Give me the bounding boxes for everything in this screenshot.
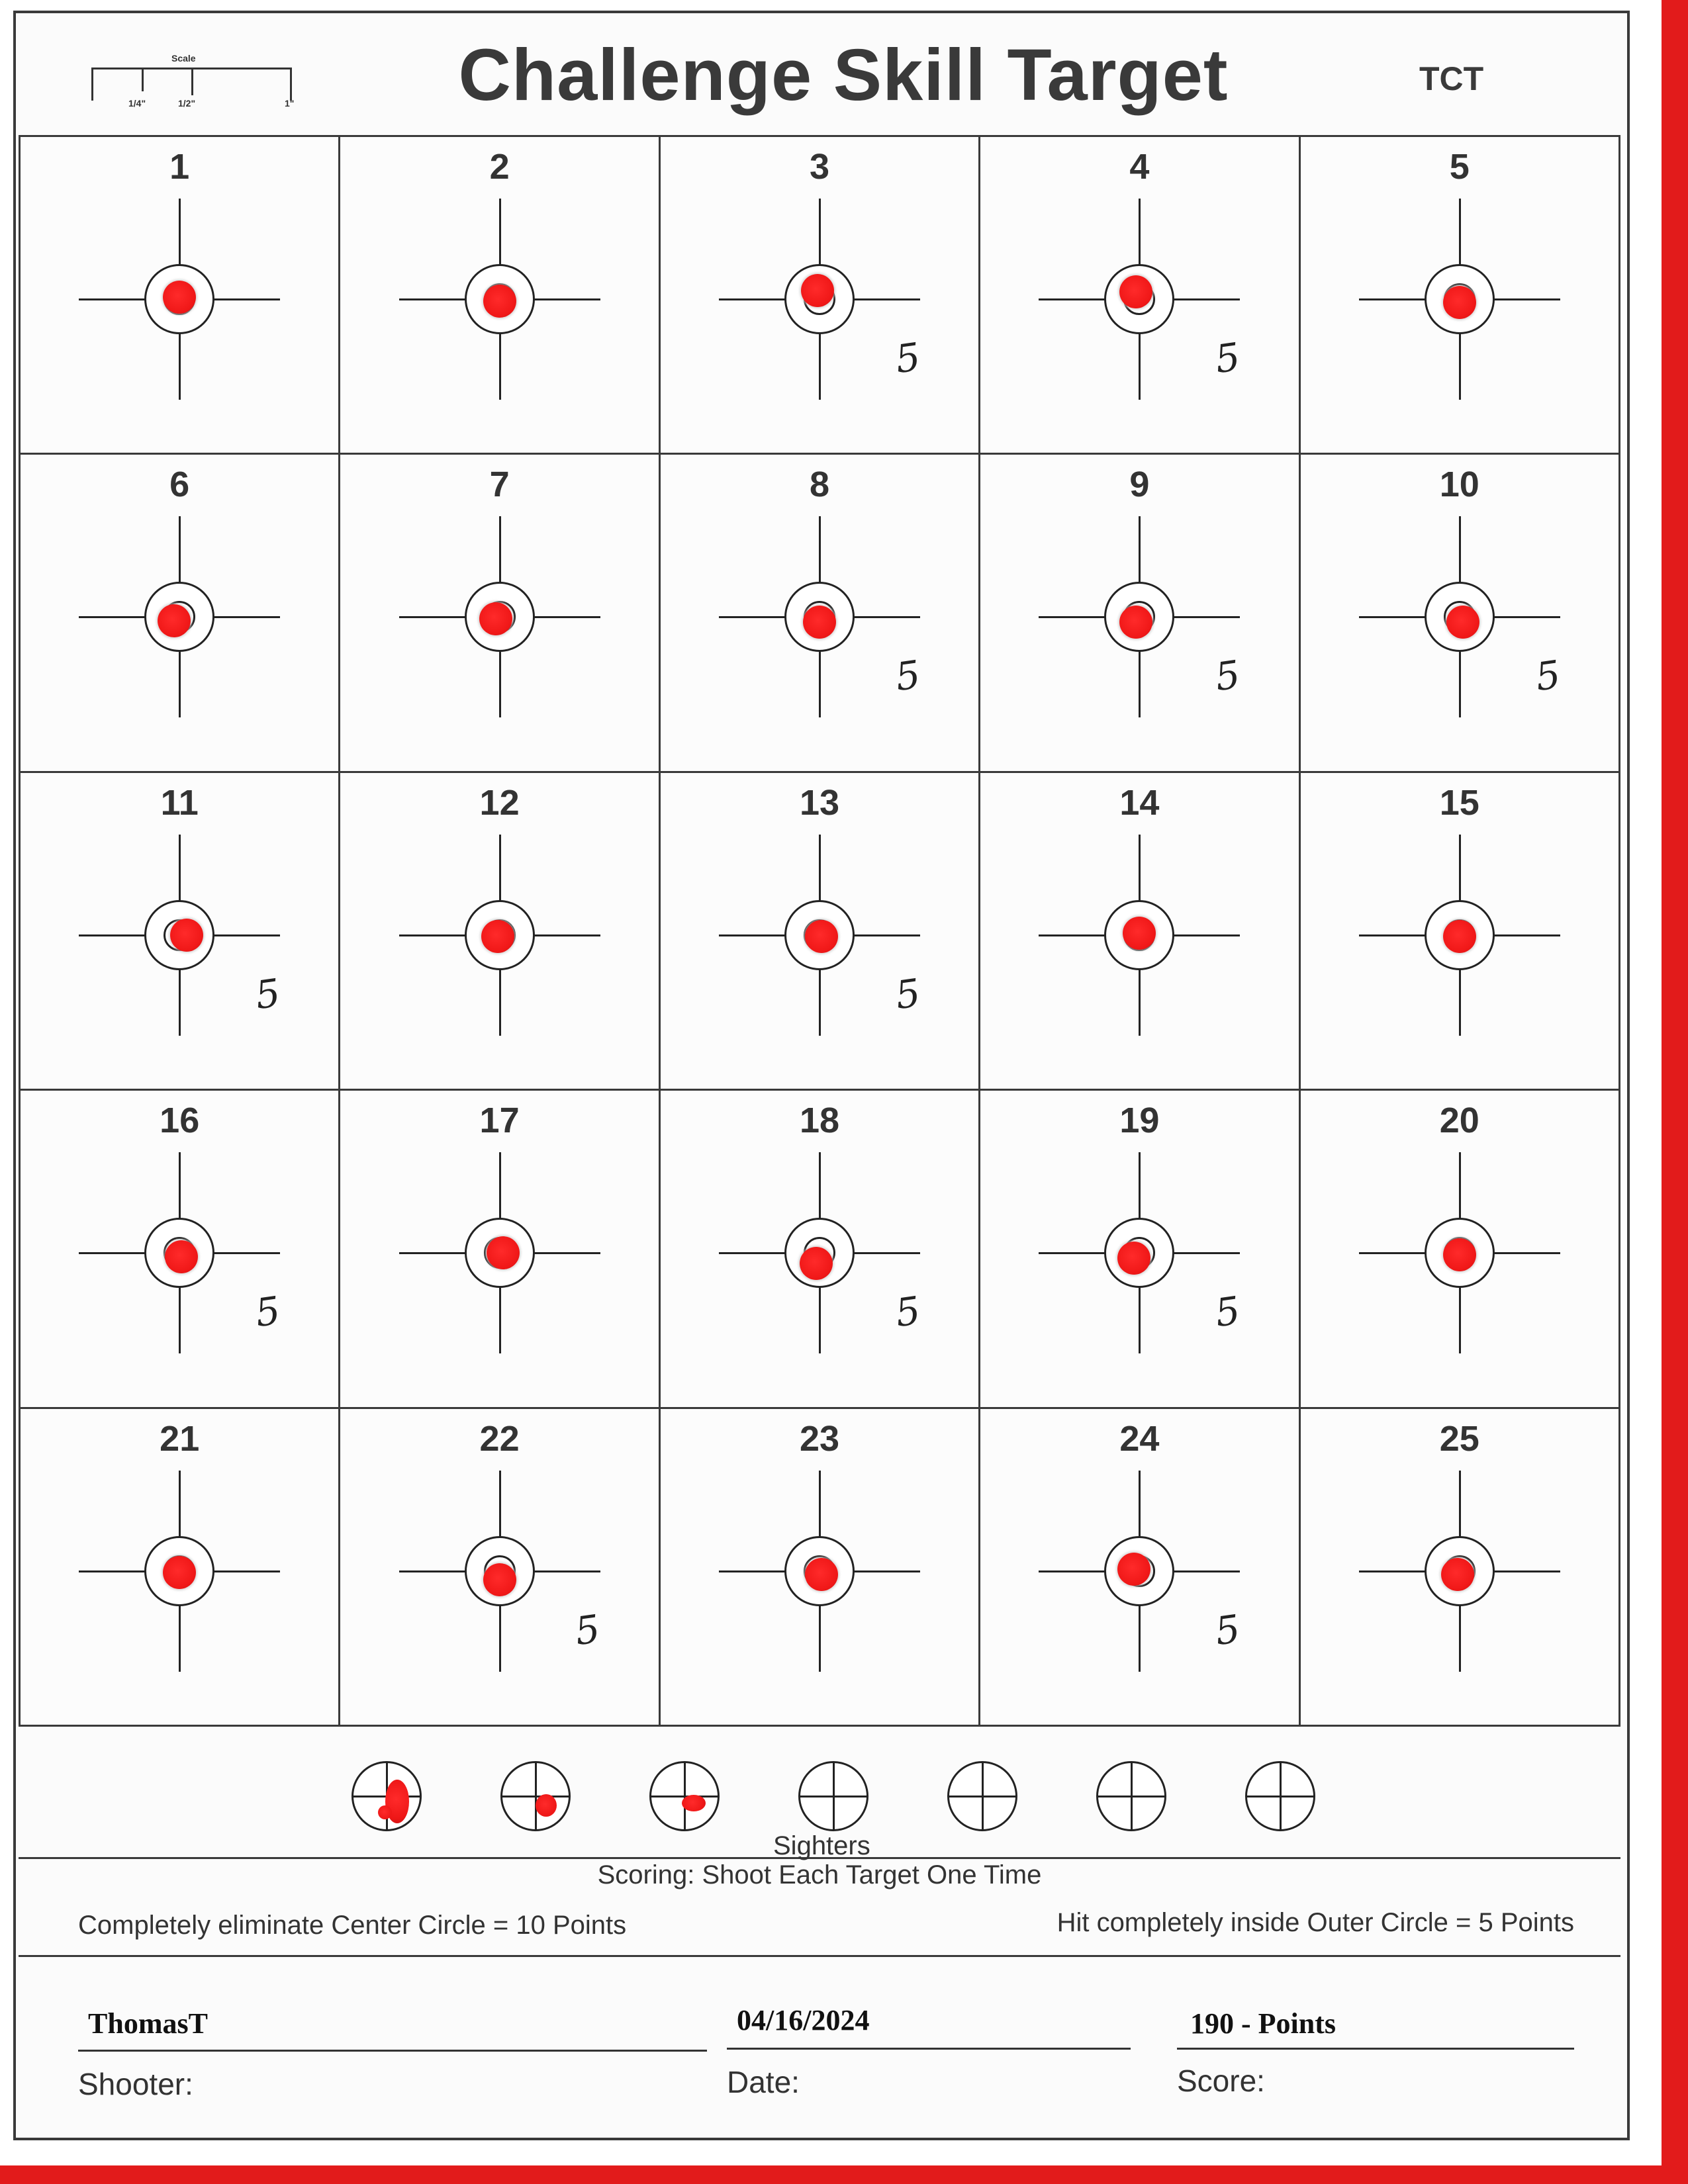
bullet-hole [1443,1238,1476,1271]
target-sheet [13,11,1630,2140]
sighter-crosshair-horizontal [1247,1796,1313,1797]
target-cell [340,455,660,772]
bullet-hole [158,604,191,637]
shooter-label: Shooter: [78,2067,193,2101]
sighters-row [19,1727,1620,1859]
target-cell [1301,455,1620,772]
target-cell [980,773,1300,1091]
target-number: 12 [479,782,520,823]
shooter-value: ThomasT [88,2007,208,2040]
target-cell [980,455,1300,772]
scale-tick [290,68,292,101]
target-number: 17 [479,1101,520,1141]
target-cell [661,773,980,1091]
bullet-hole [170,919,203,952]
handwritten-score-mark: 5 [252,1287,283,1336]
scale-tick [142,68,144,91]
bullet-hole [805,1558,838,1591]
target-cell [21,455,340,772]
score-value: 190 - Points [1190,2007,1336,2040]
bullet-hole [487,1236,520,1269]
target-number: 1 [169,147,190,187]
target-number: 24 [1119,1418,1160,1459]
target-cell [661,1409,980,1727]
sighter-target [947,1761,1017,1831]
score-label: Score: [1177,2064,1265,2098]
sighter-target [500,1761,571,1831]
target-number: 2 [489,147,510,187]
bullet-hole [1441,1558,1474,1591]
scale-bar [91,68,290,69]
handwritten-score-mark: 5 [892,652,923,700]
target-cell [1301,1409,1620,1727]
bullet-hole [165,1240,198,1273]
target-cell [340,1409,660,1727]
sighter-bullet-hole [536,1794,557,1817]
sighter-crosshair-horizontal [1098,1796,1164,1797]
scoring-rules [19,1859,1620,1957]
date-label: Date: [727,2065,800,2099]
handwritten-score-mark: 5 [892,970,923,1019]
bullet-hole [479,602,512,635]
target-number: 25 [1439,1418,1479,1459]
target-number: 22 [479,1418,520,1459]
bullet-hole [800,1247,833,1280]
scale-label-quarter: 1/4" [128,98,146,109]
handwritten-score-mark: 5 [892,334,923,383]
target-cell [661,455,980,772]
target-cell [21,1091,340,1408]
target-cell [340,773,660,1091]
target-number: 7 [489,465,510,505]
scoring-title: Scoring: Shoot Each Target One Time [597,1860,1042,1889]
handwritten-score-mark: 5 [892,1287,923,1336]
bullet-hole [803,606,836,639]
scale-title: Scale [171,53,196,64]
bullet-hole [483,1563,516,1596]
sighters-label: Sighters [773,1831,870,1860]
target-number: 14 [1119,782,1160,823]
sighter-target [1245,1761,1315,1831]
target-cell [340,1091,660,1408]
target-number: 21 [160,1418,200,1459]
date-value: 04/16/2024 [737,2004,870,2036]
target-number: 19 [1119,1101,1160,1141]
date-line [727,2048,1131,2050]
handwritten-score-mark: 5 [252,970,283,1019]
target-cell [1301,773,1620,1091]
target-cell [340,137,660,455]
target-cell [1301,137,1620,455]
target-number: 18 [799,1101,840,1141]
target-cell [21,1409,340,1727]
bullet-hole [801,274,834,307]
scale-tick [91,68,93,101]
target-number: 10 [1439,465,1479,505]
scale-tick [191,68,193,95]
bullet-hole [483,285,516,318]
target-number: 13 [799,782,840,823]
rule-center-circle: Completely eliminate Center Circle = 10 Points [78,1911,627,1940]
target-number: 23 [799,1418,840,1459]
page-title: Challenge Skill Target [458,34,1229,116]
sighter-crosshair-horizontal [949,1796,1015,1797]
scale-ruler [89,53,301,119]
bullet-hole [1443,920,1476,953]
target-number: 8 [809,465,830,505]
handwritten-score-mark: 5 [1212,1287,1243,1336]
target-cell [980,137,1300,455]
sighter-target [798,1761,868,1831]
target-cell [980,1409,1300,1727]
target-number: 6 [169,465,190,505]
handwritten-score-mark: 5 [1212,1606,1243,1654]
target-number: 9 [1129,465,1150,505]
scale-label-half: 1/2" [178,98,196,109]
handwritten-score-mark: 5 [1212,334,1243,383]
sighter-target [352,1761,422,1831]
target-cell [980,1091,1300,1408]
target-number: 3 [809,147,830,187]
target-cell [21,773,340,1091]
target-cell [661,137,980,455]
sighter-target [1096,1761,1166,1831]
target-cell [1301,1091,1620,1408]
target-number: 4 [1129,147,1150,187]
sighter-bullet-hole [682,1795,706,1811]
target-number: 20 [1439,1101,1479,1141]
sighter-target [649,1761,720,1831]
rule-outer-circle: Hit completely inside Outer Circle = 5 Points [1056,1908,1574,1937]
target-cell [21,137,340,455]
handwritten-score-mark: 5 [572,1606,603,1654]
target-cell [661,1091,980,1408]
scale-label-one: 1" [285,98,295,109]
bullet-hole [805,920,838,953]
red-edge-bottom [0,2165,1688,2184]
sighter-bullet-hole [378,1805,392,1819]
target-number: 5 [1449,147,1470,187]
target-grid [19,135,1620,1727]
red-edge-right [1662,0,1688,2184]
score-footer [19,1957,1620,2136]
handwritten-score-mark: 5 [1212,652,1243,700]
score-line [1177,2048,1574,2050]
target-number: 15 [1439,782,1479,823]
target-number: 11 [160,782,199,823]
target-number: 16 [160,1101,200,1141]
brand-logo-text: TCT [1419,60,1484,97]
handwritten-score-mark: 5 [1532,652,1564,700]
sighter-crosshair-horizontal [800,1796,867,1797]
sighter-crosshair-horizontal [502,1796,569,1797]
bullet-hole [1443,286,1476,319]
shooter-line [78,2050,707,2052]
